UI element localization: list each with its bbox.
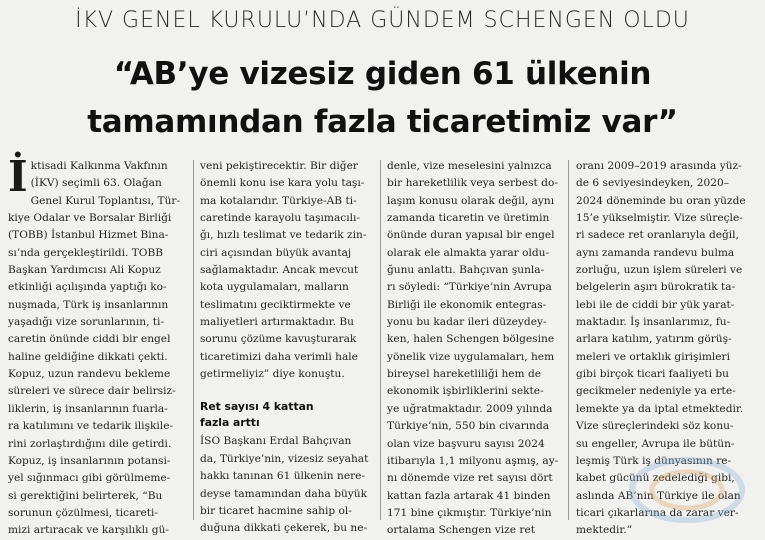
- text-line: denle, vize meselesini yalnızca: [387, 160, 552, 172]
- text-line: yel sığınmacı gibi görülmeme-: [8, 472, 171, 485]
- text-line: ekonomik işbirliklerini sekte-: [387, 385, 544, 398]
- text-line: önünde duran yapısal bir engel: [387, 229, 555, 242]
- text-line: mizi artıracak ve karşılıklı gü-: [8, 524, 169, 537]
- text-line: Türkiye’nin, 550 bin civarında: [387, 420, 550, 433]
- text-line: bir hareketlilik veya serbest do-: [387, 177, 558, 190]
- article-column-1: [8, 152, 184, 537]
- text-line: su engeller, Avrupa ile bütün-: [576, 437, 735, 450]
- text-line: ra katılımını ve tedarik ilişkile-: [8, 420, 174, 433]
- text-line: Genel Kurul Toplantısı, Tür-: [30, 194, 181, 207]
- text-line: sorunun çözülmesi, ticareti-: [8, 506, 158, 519]
- text-line: zamanda ticaretin ve üretimin: [387, 212, 550, 225]
- text-line: aynı zamanda randevu bulma: [576, 246, 735, 259]
- text-line: ma kotalarıdır. Türkiye-AB ti-: [200, 194, 357, 207]
- text-line: 15’e yükselmiştir. Vize süreçle-: [576, 212, 743, 225]
- text-line: ciri açısından büyük avantaj: [200, 246, 352, 259]
- text-line: rini zorlaştırdığını dile getirdi.: [8, 437, 172, 450]
- article-column-3: [387, 158, 559, 537]
- text-line: ken, halen Schengen bölgesine: [387, 333, 555, 346]
- text-line: ktisadi Kalkınma Vakfının: [30, 160, 168, 172]
- text-line: 2024 döneminde bu oran yüzde: [576, 194, 746, 207]
- text-line: lemekte ya da iptal etmektedir.: [576, 402, 744, 415]
- text-line: veni pekiştirecektir. Bir diğer: [200, 160, 358, 172]
- headline: [0, 50, 765, 146]
- text-line: getirmeliyiz” diye konuştu.: [200, 368, 345, 381]
- text-line: sı’nda gerçekleştirildi. TOBB: [8, 246, 164, 259]
- text-line: ğunu anlattı. Bahçıvan şunla-: [387, 264, 545, 277]
- text-line: hakkı tanınan 61 ülkenin nere-: [200, 470, 365, 483]
- text-line: arlara katılım, yatırım görüş-: [576, 333, 732, 346]
- text-line: kiye Odalar ve Borsalar Birliği: [8, 212, 172, 225]
- text-line: gecikmeler nedeniyle ya erte-: [576, 385, 736, 398]
- text-line: ğı, hızlı teslimat ve tedarik zin-: [200, 229, 367, 242]
- text-line: bir ticaret hacmine sahip ol-: [200, 504, 352, 517]
- text-line: leşmiş Türk iş dünyasının re-: [576, 454, 732, 467]
- text-line: caretin önünde ciddi bir engel: [8, 333, 171, 346]
- text-line: önemli konu ise kara yolu taşı-: [200, 177, 365, 190]
- text-line: Kopuz, uzun randevu bekleme: [8, 368, 171, 381]
- subheading-line-1: Ret sayısı 4 kattan: [200, 400, 314, 414]
- text-line: mektedir.”: [576, 524, 633, 537]
- text-line: süreleri ve sürece dair belirsiz-: [8, 385, 176, 398]
- text-line: belgelerin aşırı bürokratik ta-: [576, 281, 736, 294]
- text-line: ticaretimizi daha verimli hale: [200, 350, 358, 363]
- text-line: haline geldiğine dikkati çekti.: [8, 350, 168, 363]
- text-line: etkinliği açılışında yaptığı ko-: [8, 281, 167, 294]
- text-line: yönelik vize uygulamaları, hem: [387, 350, 555, 363]
- subheading: [200, 399, 372, 431]
- text-line: nı dönemde vize ret sayısı dört: [387, 472, 553, 485]
- text-line: ortalama Schengen vize ret: [387, 524, 535, 537]
- text-line: İSO Başkanı Erdal Bahçıvan: [200, 435, 352, 448]
- text-line: nuşmada, Türk iş insanlarının: [8, 298, 169, 311]
- text-line: yonu bu kadar ileri düzeydey-: [387, 316, 547, 329]
- text-line: Kopuz, iş insanlarının potansi-: [8, 454, 171, 467]
- text-line: yaşadığı vize sorunlarının, ti-: [8, 316, 165, 329]
- text-line: caretinde karayolu taşımacılı-: [200, 212, 360, 225]
- text-line: meleri ve ortaklık girişimleri: [576, 350, 731, 363]
- text-line: kattan fazla artarak 41 binden: [387, 489, 551, 502]
- text-line: liklerin, iş insanlarının fuarla-: [8, 402, 168, 415]
- text-line: rı söyledi: “Türkiye’nin Avrupa: [387, 281, 552, 294]
- text-line: Birliği ile ekonomik entegras-: [387, 298, 547, 311]
- headline-line-1: “AB’ye vizesiz giden 61 ülkenin: [113, 56, 652, 92]
- text-line: maktadır. İş insanlarımız, fu-: [576, 316, 731, 329]
- text-line: Başkan Yardımcısı Ali Kopuz: [8, 264, 161, 277]
- text-line: zorluğu, uzun işlem süreleri ve: [576, 264, 743, 277]
- text-line: gibi birçok ticari faaliyeti bu: [576, 368, 729, 381]
- column-divider: [193, 160, 194, 520]
- text-line: sağlamaktadır. Ancak mevcut: [200, 264, 359, 277]
- text-line: teslimatını geciktirmekte ve: [200, 298, 351, 311]
- text-line: ye uğratmaktadır. 2009 yılında: [387, 402, 553, 415]
- kicker: İKV GENEL KURULU’NDA GÜNDEM SCHENGEN OLDU: [75, 8, 690, 33]
- text-line: duğuna dikkati çekerek, bu ne-: [200, 522, 368, 535]
- text-line: laşım konusu olarak değil, aynı: [387, 194, 555, 207]
- text-line: 171 bine çıkmıştır. Türkiye’nin: [387, 506, 552, 519]
- column-divider: [568, 160, 569, 520]
- text-line: ri sadece ret oranlarıyla değil,: [576, 229, 739, 242]
- text-line: kabet gücünü zedelediği gibi,: [576, 472, 735, 485]
- text-line: ticari çıkarlarına da zarar ver-: [576, 506, 739, 519]
- text-line: olan vize başvuru sayısı 2024: [387, 437, 545, 450]
- text-line: maliyetleri artırmaktadır. Bu: [200, 316, 354, 329]
- text-line: olarak ele almakta yarar oldu-: [387, 246, 550, 259]
- text-line: da, Türkiye’nin, vizesiz seyahat: [200, 452, 369, 465]
- text-line: lebi ile de ciddi bir yük yarat-: [576, 298, 735, 311]
- headline-line-2: tamamından fazla ticaretimiz var”: [87, 104, 678, 140]
- text-line: (İKV) seçimli 63. Olağan: [30, 177, 162, 190]
- text-line: itibarıyla 1,1 milyonu aşmış, ay-: [387, 454, 559, 467]
- text-line: kota uygulamaları, malların: [200, 281, 349, 294]
- text-line: (TOBB) İstanbul Hizmet Bina-: [8, 229, 169, 242]
- text-line: si gerektiğini belirterek, “Bu: [8, 489, 163, 502]
- text-line: aslında AB’nin Türkiye ile olan: [576, 489, 741, 502]
- subheading-line-2: fazla arttı: [200, 416, 260, 430]
- text-line: deyse tamamından daha büyük: [200, 487, 368, 500]
- text-line: sorunu çözüme kavuşturarak: [200, 333, 357, 346]
- text-line: oranı 2009–2019 arasında yüz-: [576, 160, 742, 172]
- column-divider: [380, 160, 381, 520]
- text-line: bireysel hareketliliği hem de: [387, 368, 542, 381]
- article-column-2: [200, 158, 372, 535]
- text-line: Vize süreçlerindeki söz konu-: [576, 420, 734, 433]
- watermark-logo: [627, 450, 747, 530]
- text-line: de 6 seviyesindeyken, 2020–: [576, 177, 730, 190]
- drop-cap: İ: [8, 152, 28, 201]
